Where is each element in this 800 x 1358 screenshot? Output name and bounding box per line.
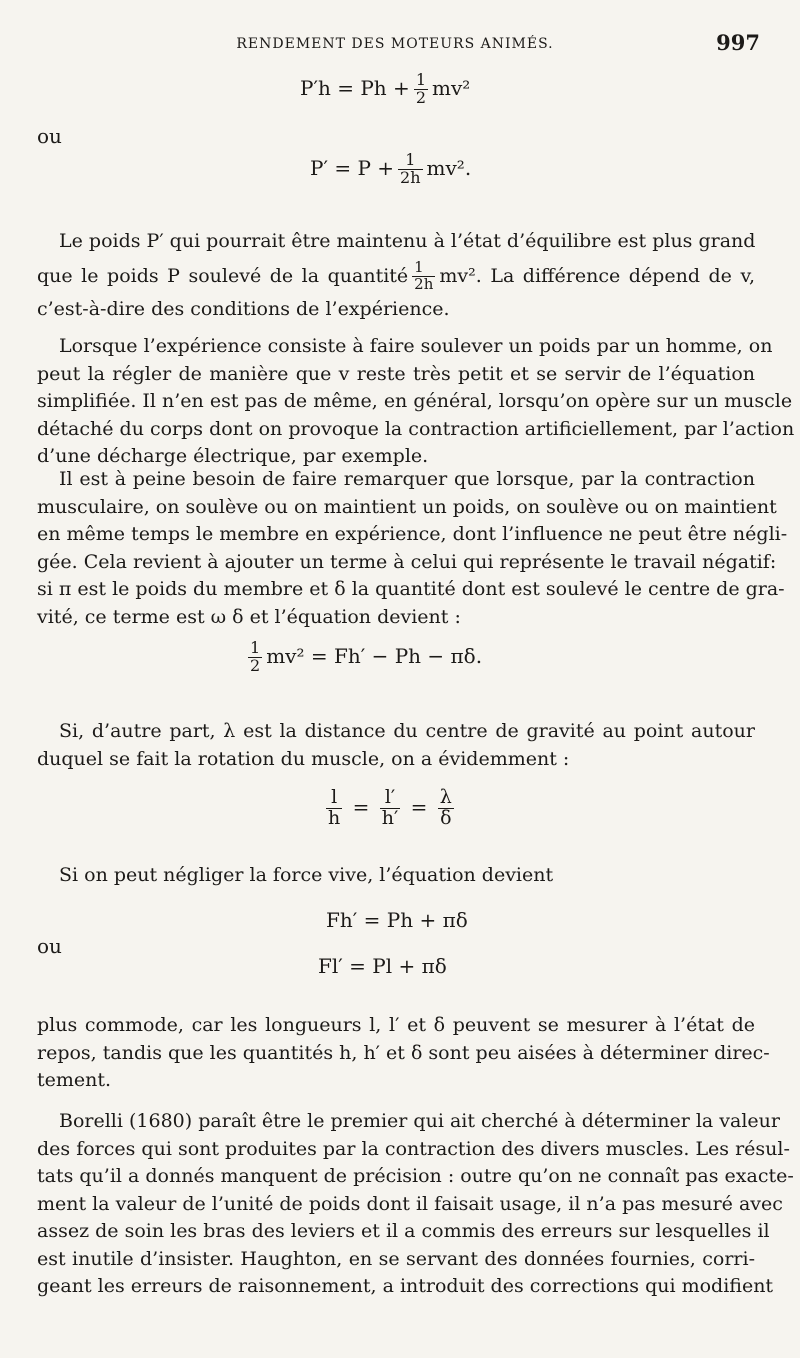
- paragraph-1: Le poids P′ qui pourrait être maintenu à l’état d’équilibre est plus grand que le poids P soulevé de la quantité $\frac{1}{2h}$ mv². La différence dépend de v, c’est-à-dire des conditions de l’expérience.: [37, 230, 756, 320]
- paragraph-7: Borelli (1680) paraît être le premier qui ait cherché à déterminer la valeur des forces qui sont produites par la contraction des divers muscles. Les résul- tats qu’il a donnés manquent de précision : outre qu’on ne connaît pas exacte- ment la valeur de l’unité de poids dont il faisait usage, il n’a pas mesuré avec assez de soin les bras des leviers et il a commis des erreurs sur lesquelles il est inutile d’insister. Haughton, en se servant des données fournies, corri- geant les erreurs de raisonnement, a introduit des corrections qui modifient: [37, 1110, 794, 1297]
- equation-1: P′h = Ph + $\frac{1}{2}$ mv²: [300, 70, 471, 107]
- ou-label-2: ou: [37, 934, 62, 958]
- paragraph-6: plus commode, car les longueurs l, l′ et δ peuvent se mesurer à l’état de repos, tandis que les quantités h, h′ et δ sont peu aisées à déterminer direc- tement.: [37, 1014, 770, 1091]
- ou-label: ou: [37, 124, 62, 148]
- equation-2: P′ = P + $\frac{1}{2h}$ mv².: [310, 150, 472, 187]
- equation-4: $\frac{l}{h}$ = $\frac{l'}{h'}$ = $\frac{\lambda}{\delta}$: [328, 786, 452, 829]
- equation-3: $\frac{1}{2}$ mv² = Fh′ − Ph − πδ.: [250, 638, 483, 675]
- page-number: 997: [716, 30, 760, 55]
- equation-6: Fl′ = Pl + πδ: [318, 954, 447, 978]
- paragraph-2: Lorsque l’expérience consiste à faire soulever un poids par un homme, on peut la régler de manière que v reste très petit et se servir de l’équation simplifiée. Il n’en est pas de même, en général, lorsqu’on opère sur un muscle détaché du corps dont on provoque la contraction artificiellement, par l’action d’une décharge électrique, par exemple.: [37, 335, 795, 467]
- running-head-title: RENDEMENT DES MOTEURS ANIMÉS.: [236, 36, 554, 52]
- equation-5: Fh′ = Ph + πδ: [326, 908, 468, 932]
- paragraph-5: Si on peut négliger la force vive, l’équation devient: [59, 864, 554, 886]
- paragraph-4: Si, d’autre part, λ est la distance du centre de gravité au point autour duquel se fait la rotation du muscle, on a évidemment :: [37, 720, 755, 770]
- paragraph-3: Il est à peine besoin de faire remarquer que lorsque, par la contraction musculaire, on soulève ou on maintient un poids, on soulève ou on maintient en même temps le membre en expérience, dont l’influence ne peut être négli- gée. Cela revient à ajouter un terme à celui qui représente le travail négatif: si π est le poids du membre et δ la quantité dont est soulevé le centre de gra- vité, ce terme est ω δ et l’équation devient :: [37, 468, 788, 628]
- running-head: [30, 30, 760, 60]
